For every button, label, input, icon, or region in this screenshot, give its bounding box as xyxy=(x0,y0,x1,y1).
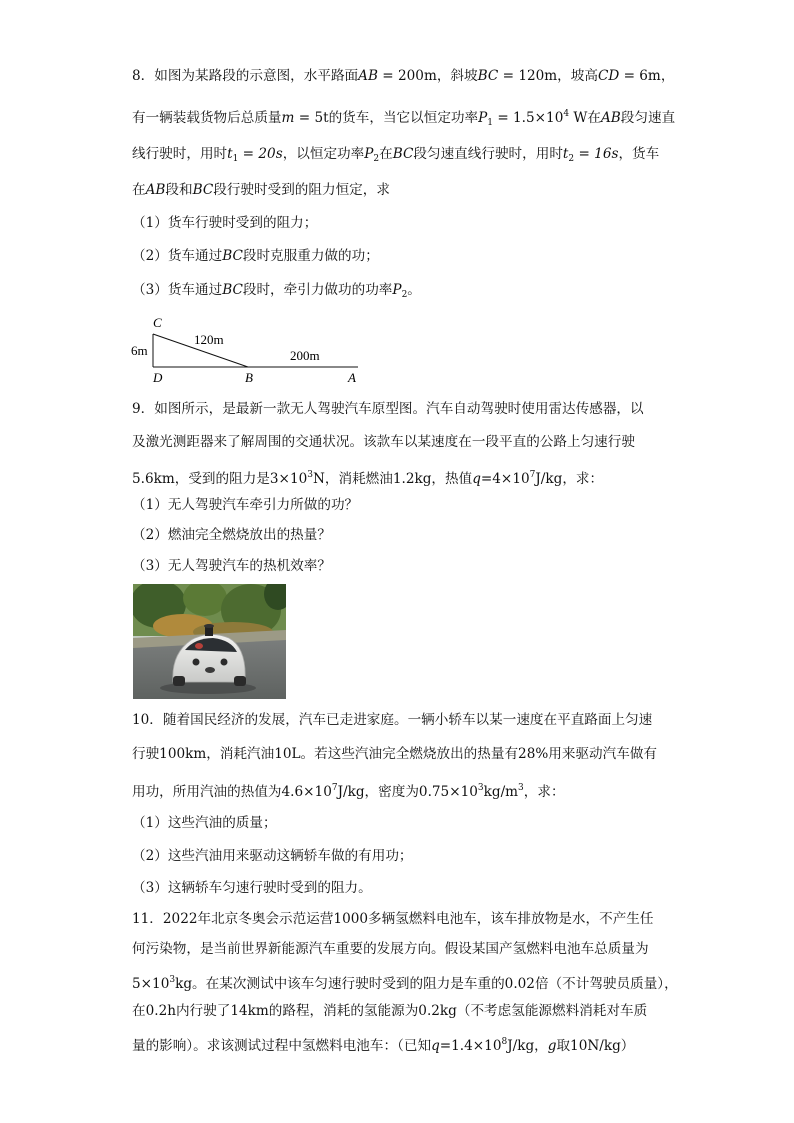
text: = xyxy=(574,146,595,162)
text: 量的影响）。求该测试过程中氢燃料电池车：（已知 xyxy=(132,1038,432,1054)
math-bc: BC xyxy=(192,182,214,198)
q10-sub-3: （3）这辆轿车匀速行驶时受到的阻力。 xyxy=(132,880,372,896)
text: = 200m，斜坡 xyxy=(377,68,478,84)
q10-line-3 xyxy=(132,778,672,802)
subscript: 2 xyxy=(401,290,408,300)
text: N，消耗燃油1.2kg，热值 xyxy=(312,471,473,487)
math-bc: BC xyxy=(392,146,414,162)
math-p: P xyxy=(392,282,402,298)
text: （3）货车通过 xyxy=(132,282,223,298)
math-cd: CD xyxy=(597,68,620,84)
superscript: 3 xyxy=(518,783,524,793)
math-q: q xyxy=(472,471,481,487)
q8-sub-2 xyxy=(132,246,672,266)
q8-line-3 xyxy=(132,144,672,169)
label-flat-length: 200m xyxy=(290,348,320,363)
q10-sub-2: （2）这些汽油用来驱动这辆轿车做的有用功； xyxy=(132,848,413,864)
q11-line-4: 在0.2h内行驶了14km的路程，消耗的氢能源为0.2kg（不考虑氢能源燃料消耗对车质 xyxy=(132,1003,648,1019)
slope-diagram xyxy=(128,312,368,388)
math-g: g xyxy=(547,1038,557,1054)
superscript: 4 xyxy=(563,109,570,119)
text: 段和 xyxy=(165,182,193,198)
text: ，货车 xyxy=(618,146,660,162)
q11-line-3 xyxy=(132,970,678,994)
math-q: q xyxy=(431,1038,440,1054)
math-ab: AB xyxy=(358,68,378,84)
q9-line-2: 及激光测距器来了解周围的交通状况。该款车以某速度在一段平直的公路上匀速行驶 xyxy=(132,434,635,450)
superscript: 3 xyxy=(169,975,176,985)
text: =4×10 xyxy=(480,471,530,487)
q10-sub-1: （1）这些汽油的质量； xyxy=(132,815,277,831)
math-bc: BC xyxy=(222,282,243,298)
text: 用功，所用汽油的热值为4.6×10 xyxy=(132,784,332,800)
text: 5×10 xyxy=(132,976,170,992)
math-bc: BC xyxy=(477,68,499,84)
label-slope-length: 120m xyxy=(194,332,224,347)
text: = 6m， xyxy=(619,68,675,84)
text: 5.6km，受到的阻力是3×10 xyxy=(132,471,308,487)
text: J/kg， xyxy=(507,1038,548,1054)
q11-line-5 xyxy=(132,1032,672,1056)
text: 段匀速直 xyxy=(620,110,676,126)
text: 在 xyxy=(379,146,393,162)
text: kg。在某次测试中该车匀速行驶时受到的阻力是车重的0.02倍（不计驾驶员质量）， xyxy=(175,976,678,992)
text: 段匀速直线行驶时，用时 xyxy=(413,146,563,162)
car-illustration xyxy=(133,584,286,699)
math-t: t xyxy=(562,146,569,162)
superscript: 7 xyxy=(331,783,338,793)
math-ab: AB xyxy=(145,182,166,198)
subscript: 2 xyxy=(568,154,575,164)
q9-sub-1: （1）无人驾驶汽车牵引力所做的功？ xyxy=(132,497,359,513)
label-c: C xyxy=(153,315,162,330)
text: （2）货车通过 xyxy=(132,248,223,264)
text: J/kg，求： xyxy=(535,471,604,487)
label-height: 6m xyxy=(131,343,148,358)
superscript: 3 xyxy=(477,783,484,793)
q10-line-1: 10．随着国民经济的发展，汽车已走进家庭。一辆小轿车以某一速度在平直路面上匀速 xyxy=(132,712,653,728)
text: 段时，牵引力做功的功率 xyxy=(242,282,393,298)
text: 在 xyxy=(132,182,146,198)
math-p: P xyxy=(364,146,374,162)
q8-line-1 xyxy=(132,66,675,86)
q8-line-2 xyxy=(132,104,676,133)
math-value: 16s xyxy=(594,146,619,162)
math-p: P xyxy=(478,110,488,126)
q8-line-4 xyxy=(132,180,672,200)
q9-line-3 xyxy=(132,465,672,489)
subscript: 1 xyxy=(232,154,239,164)
superscript: 7 xyxy=(529,470,536,480)
q11-line-1: 11．2022年北京冬奥会示范运营1000多辆氢燃料电池车，该车排放物是水，不产生任 xyxy=(132,911,654,927)
text: 8．如图为某路段的示意图，水平路面 xyxy=(132,68,359,84)
math-t: t xyxy=(227,146,233,162)
text: 线行驶时，用时 xyxy=(132,146,228,162)
subscript: 1 xyxy=(487,118,493,128)
text: 有一辆装载货物后总质量 xyxy=(132,110,282,126)
label-b: B xyxy=(245,370,253,385)
text: 段时克服重力做的功； xyxy=(242,248,379,264)
text: = 120m，坡高 xyxy=(498,68,598,84)
label-a: A xyxy=(348,370,356,385)
text: =1.4×10 xyxy=(439,1038,502,1054)
text: J/kg，密度为0.75×10 xyxy=(337,784,478,800)
text: kg/m xyxy=(483,784,519,800)
q9-sub-2: （2）燃油完全燃烧放出的热量？ xyxy=(132,527,331,543)
text: W在 xyxy=(569,110,601,126)
text: 取10N/kg） xyxy=(556,1038,635,1054)
q10-line-2: 行驶100km，消耗汽油10L。若这些汽油完全燃烧放出的热量有28%用来驱动汽车做有 xyxy=(132,746,658,762)
text: 。 xyxy=(407,282,421,298)
text: ，求： xyxy=(523,784,565,800)
superscript: 8 xyxy=(501,1037,508,1047)
text: ，以恒定功率 xyxy=(282,146,365,162)
math-ab: AB xyxy=(600,110,621,126)
q11-line-2: 何污染物，是当前世界新能源汽车重要的发展方向。假设某国产氢燃料电池车总质量为 xyxy=(132,941,649,957)
text: = xyxy=(238,146,259,162)
q9-line-1: 9．如图所示，是最新一款无人驾驶汽车原型图。汽车自动驾驶时使用雷达传感器，以 xyxy=(132,401,644,417)
math-value: 20s xyxy=(258,146,283,162)
text: = 1.5×10 xyxy=(493,110,564,126)
superscript: 3 xyxy=(307,470,313,480)
math-m: m xyxy=(281,110,295,126)
q8-sub-3 xyxy=(132,280,672,305)
math-bc: BC xyxy=(222,248,243,264)
text: 段行驶时受到的阻力恒定，求 xyxy=(213,182,390,198)
subscript: 2 xyxy=(373,154,380,164)
self-driving-car-photo xyxy=(133,584,286,699)
label-d: D xyxy=(153,370,163,385)
q9-sub-3: （3）无人驾驶汽车的热机效率？ xyxy=(132,558,331,574)
text: = 5t的货车，当它以恒定功率 xyxy=(294,110,479,126)
q8-sub-1: （1）货车行驶时受到的阻力； xyxy=(132,215,318,231)
